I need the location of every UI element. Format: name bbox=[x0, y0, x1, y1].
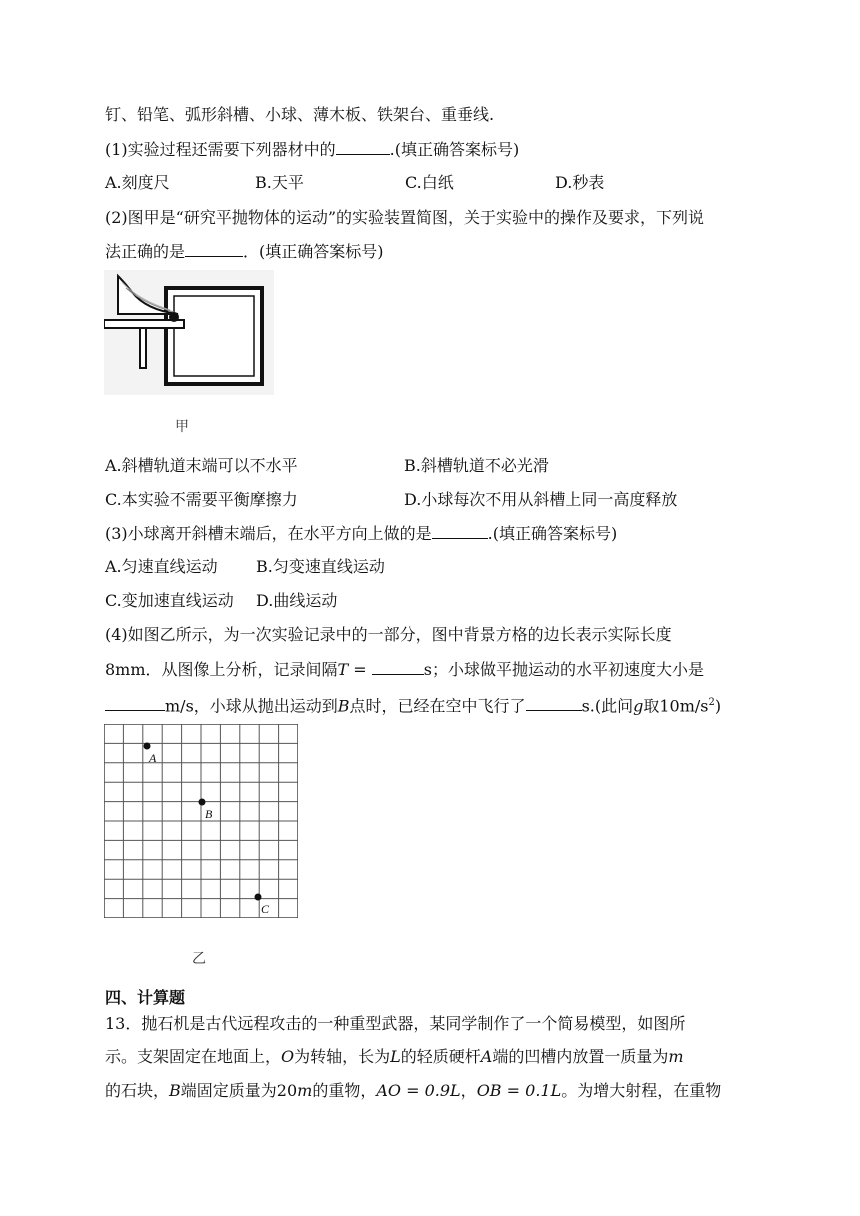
point-a-label: A bbox=[149, 751, 157, 765]
q3-prefix: (3)小球离开斜槽末端后，在水平方向上做的是 bbox=[105, 524, 432, 543]
q4-g-symbol: g bbox=[633, 696, 644, 716]
q13-l3-a: 的石块， bbox=[105, 1081, 170, 1100]
figure-jia-caption: 甲 bbox=[175, 419, 189, 435]
q4-stem-line3 bbox=[105, 692, 721, 717]
section-title: 四、计算题 bbox=[105, 988, 186, 1007]
q3-option-b: B.匀变速直线运动 bbox=[256, 557, 385, 576]
q1-answer-blank[interactable] bbox=[336, 138, 390, 155]
q13-O-symbol: O bbox=[281, 1047, 295, 1066]
q13-m2-symbol: m bbox=[297, 1081, 313, 1100]
q13-line3 bbox=[105, 1080, 721, 1102]
q3-option-c: C.变加速直线运动 bbox=[105, 591, 234, 610]
q2-answer-blank[interactable] bbox=[185, 240, 243, 257]
point-b-dot bbox=[199, 799, 206, 806]
q2-stem-line2 bbox=[105, 240, 384, 263]
q13-l2-d: 端的凹槽内放置一质量为 bbox=[492, 1047, 669, 1066]
q4-stem-line1: (4)如图乙所示，为一次实验记录中的一部分，图中背景方格的边长表示实际长度 bbox=[105, 625, 672, 644]
q1-option-b: B.天平 bbox=[255, 173, 304, 192]
q4-equals: = bbox=[348, 660, 372, 679]
q2-option-d: D.小球每次不用从斜槽上同一高度释放 bbox=[404, 490, 678, 509]
point-b-label: B bbox=[205, 807, 213, 821]
q13-line1: 13．抛石机是古代远程攻击的一种重型武器，某同学制作了一个简易模型，如图所 bbox=[105, 1014, 686, 1033]
q4-exponent: 2 bbox=[708, 697, 715, 708]
q4-B-symbol: B bbox=[337, 696, 350, 716]
q3-option-a: A.匀速直线运动 bbox=[105, 557, 218, 576]
q3-answer-blank[interactable] bbox=[432, 522, 488, 539]
q2-prefix: 法正确的是 bbox=[105, 242, 186, 261]
q13-line2 bbox=[105, 1046, 684, 1068]
q13-AO-equation: AO = 0.9L bbox=[376, 1081, 461, 1100]
q13-l3-d: 。为增大射程，在重物 bbox=[561, 1081, 722, 1100]
q1-suffix: .(填正确答案标号) bbox=[389, 140, 520, 159]
q4-time-blank[interactable] bbox=[526, 694, 582, 711]
apparatus-figure bbox=[104, 270, 274, 395]
point-c-label: C bbox=[261, 902, 270, 916]
q1-option-d: D.秒表 bbox=[555, 173, 605, 192]
q4-line3-e: ) bbox=[714, 696, 722, 716]
q4-line3-a: m/s，小球从抛出运动到 bbox=[165, 696, 338, 716]
q1-option-c: C.白纸 bbox=[405, 173, 454, 192]
figure-yi-caption: 乙 bbox=[192, 951, 206, 967]
q13-m-symbol: m bbox=[668, 1047, 684, 1066]
q13-l3-b: 端固定质量为20 bbox=[180, 1081, 298, 1100]
q4-line3-d: 取10m/s bbox=[643, 696, 709, 716]
q13-l2-b: 为转轴，长为 bbox=[294, 1047, 391, 1066]
q2-option-a: A.斜槽轨道末端可以不水平 bbox=[105, 456, 298, 475]
q13-l2-c: 的轻质硬杆 bbox=[400, 1047, 481, 1066]
q13-l3-c: 的重物， bbox=[312, 1081, 377, 1100]
q4-line3-b: 点时，已经在空中飞行了 bbox=[349, 696, 526, 716]
q2-option-b: B.斜槽轨道不必光滑 bbox=[404, 456, 549, 475]
q3-option-d: D.曲线运动 bbox=[256, 591, 338, 610]
grid-figure bbox=[104, 724, 298, 918]
point-a-dot bbox=[144, 743, 151, 750]
q4-v0-blank[interactable] bbox=[105, 694, 165, 711]
q13-L-symbol: L bbox=[390, 1047, 401, 1066]
q3-suffix: .(填正确答案标号) bbox=[487, 524, 618, 543]
q4-line2-a: 8mm．从图像上分析，记录间隔 bbox=[105, 660, 338, 679]
q13-B-symbol: B bbox=[169, 1081, 181, 1100]
q4-T-blank[interactable] bbox=[372, 658, 424, 675]
q4-line2-b: s；小球做平抛运动的水平初速度大小是 bbox=[423, 660, 704, 679]
point-c-dot bbox=[255, 894, 262, 901]
q2-option-c: C.本实验不需要平衡摩擦力 bbox=[105, 490, 298, 509]
q1-option-a: A.刻度尺 bbox=[105, 173, 170, 192]
q13-OB-equation: OB = 0.1L bbox=[476, 1081, 562, 1100]
q4-stem-line2 bbox=[105, 658, 704, 681]
q3-stem bbox=[105, 522, 617, 545]
q13-l2-a: 示。支架固定在地面上， bbox=[105, 1047, 282, 1066]
q2-suffix: ．(填正确答案标号) bbox=[243, 242, 384, 261]
q13-A-symbol: A bbox=[480, 1047, 493, 1066]
q2-stem-line1: (2)图甲是“研究平抛物体的运动”的实验装置简图，关于实验中的操作及要求，下列说 bbox=[105, 208, 705, 227]
q4-T-symbol: T bbox=[337, 660, 349, 679]
q1-prefix: (1)实验过程还需要下列器材中的 bbox=[105, 140, 336, 159]
intro-line: 钉、铅笔、弧形斜槽、小球、薄木板、铁架台、重垂线. bbox=[105, 105, 495, 124]
q13-l3-sep: ， bbox=[460, 1081, 477, 1100]
q4-line3-c: s.(此问 bbox=[581, 696, 634, 716]
q1-stem bbox=[105, 138, 519, 161]
